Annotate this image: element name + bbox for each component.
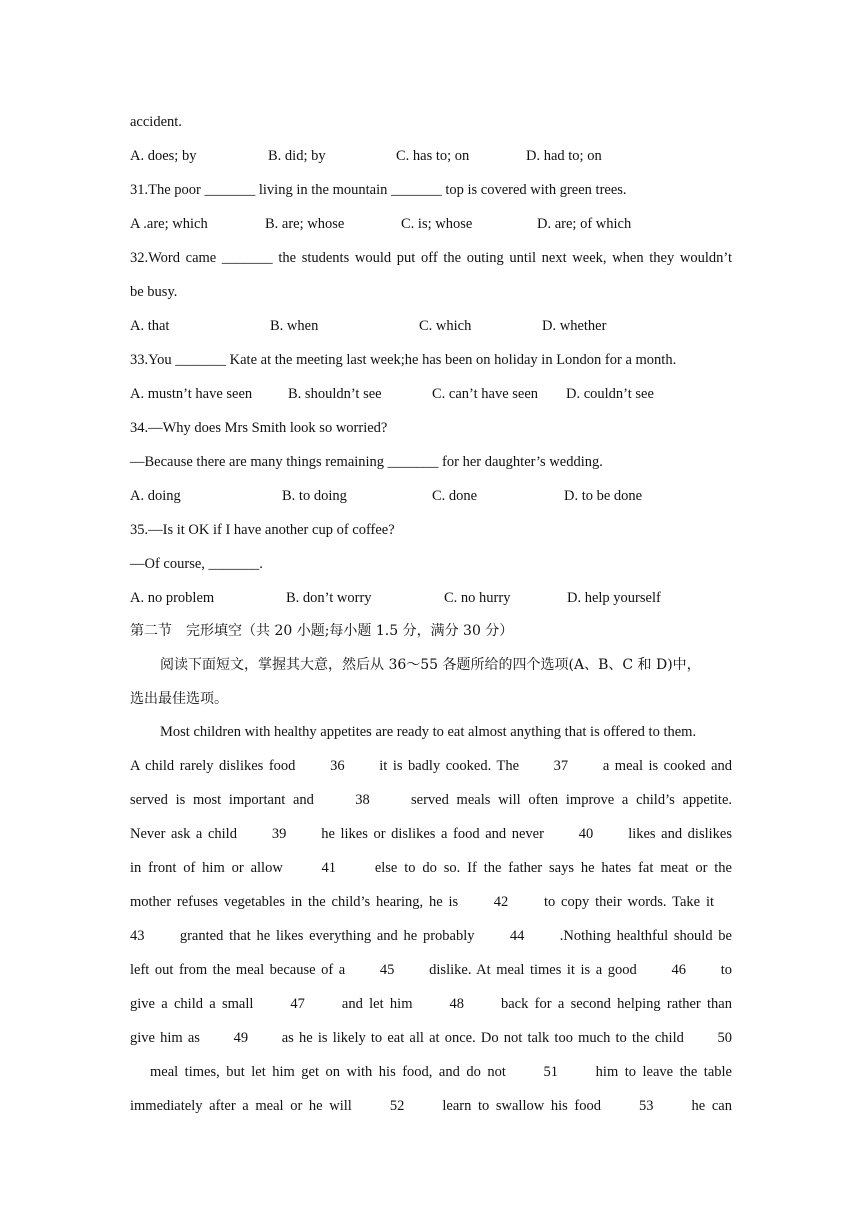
question-34: 34.—Why does Mrs Smith look so worried? (130, 420, 388, 436)
instructions-cont: 选出最佳选项。 (130, 691, 228, 707)
section-heading: 第二节 完形填空（共 20 小题;每小题 1.5 分，满分 30 分） (130, 623, 514, 639)
option-a: A. that (130, 318, 170, 334)
option-b: B. when (270, 318, 319, 334)
question-35: 35.—Is it OK if I have another cup of coffee? (130, 522, 395, 538)
question-35-reply: —Of course, _______. (130, 556, 263, 572)
option-d: D. help yourself (567, 590, 661, 606)
option-d: D. couldn’t see (566, 386, 654, 402)
passage-line: meal times, but let him get on with his food, and do not 51 him to leave the table (150, 1064, 732, 1080)
option-b: B. are; whose (265, 216, 345, 232)
passage-line: left out from the meal because of a 45 dislike. At meal times it is a good 46 to (130, 962, 732, 978)
option-a: A. doing (130, 488, 181, 504)
option-a: A. does; by (130, 148, 197, 164)
passage-line: A child rarely dislikes food 36 it is badly cooked. The 37 a meal is cooked and (130, 758, 732, 774)
passage-line: mother refuses vegetables in the child’s hearing, he is 42 to copy their words. Take it (130, 894, 714, 910)
option-a: A .are; which (130, 216, 208, 232)
option-b: B. don’t worry (286, 590, 372, 606)
option-b: B. did; by (268, 148, 326, 164)
option-d: D. whether (542, 318, 607, 334)
option-c: C. has to; on (396, 148, 470, 164)
option-c: C. can’t have seen (432, 386, 539, 402)
passage-line: 43 granted that he likes everything and he probably 44 .Nothing healthful should be (130, 928, 732, 944)
instructions: 阅读下面短文，掌握其大意，然后从 36～55 各题所给的四个选项(A、B、C 和 D)中， (160, 657, 701, 673)
option-c: C. done (432, 488, 478, 504)
option-d: D. to be done (564, 488, 643, 504)
question-32: 32.Word came _______ the students would put off the outing until next week, when they wouldn’t (130, 250, 732, 266)
text-line: accident. (130, 114, 182, 130)
passage-line: give him as 49 as he is likely to eat all at once. Do not talk too much to the child 50 (130, 1030, 732, 1046)
passage-line: served is most important and 38 served meals will often improve a child’s appetite. (130, 792, 732, 808)
passage-line: immediately after a meal or he will 52 learn to swallow his food 53 he can (130, 1098, 732, 1114)
passage-line: Never ask a child 39 he likes or dislikes a food and never 40 likes and dislikes (130, 826, 732, 842)
option-b: B. shouldn’t see (288, 386, 382, 402)
question-34-reply: —Because there are many things remaining _______ for her daughter’s wedding. (130, 454, 603, 470)
option-d: D. had to; on (526, 148, 602, 164)
option-c: C. is; whose (401, 216, 473, 232)
question-33: 33.You _______ Kate at the meeting last week;he has been on holiday in London for a month. (130, 352, 677, 368)
question-32-cont: be busy. (130, 284, 178, 300)
option-b: B. to doing (282, 488, 347, 504)
option-a: A. no problem (130, 590, 215, 606)
option-c: C. which (419, 318, 472, 334)
option-d: D. are; of which (537, 216, 632, 232)
passage-line: give a child a small 47 and let him 48 back for a second helping rather than (130, 996, 732, 1012)
question-31: 31.The poor _______ living in the mountain _______ top is covered with green trees. (130, 182, 627, 198)
passage-line: in front of him or allow 41 else to do so. If the father says he hates fat meat or the (130, 860, 732, 876)
passage-line: Most children with healthy appetites are ready to eat almost anything that is offered to them. (160, 724, 697, 740)
option-a: A. mustn’t have seen (130, 386, 253, 402)
option-c: C. no hurry (444, 590, 511, 606)
